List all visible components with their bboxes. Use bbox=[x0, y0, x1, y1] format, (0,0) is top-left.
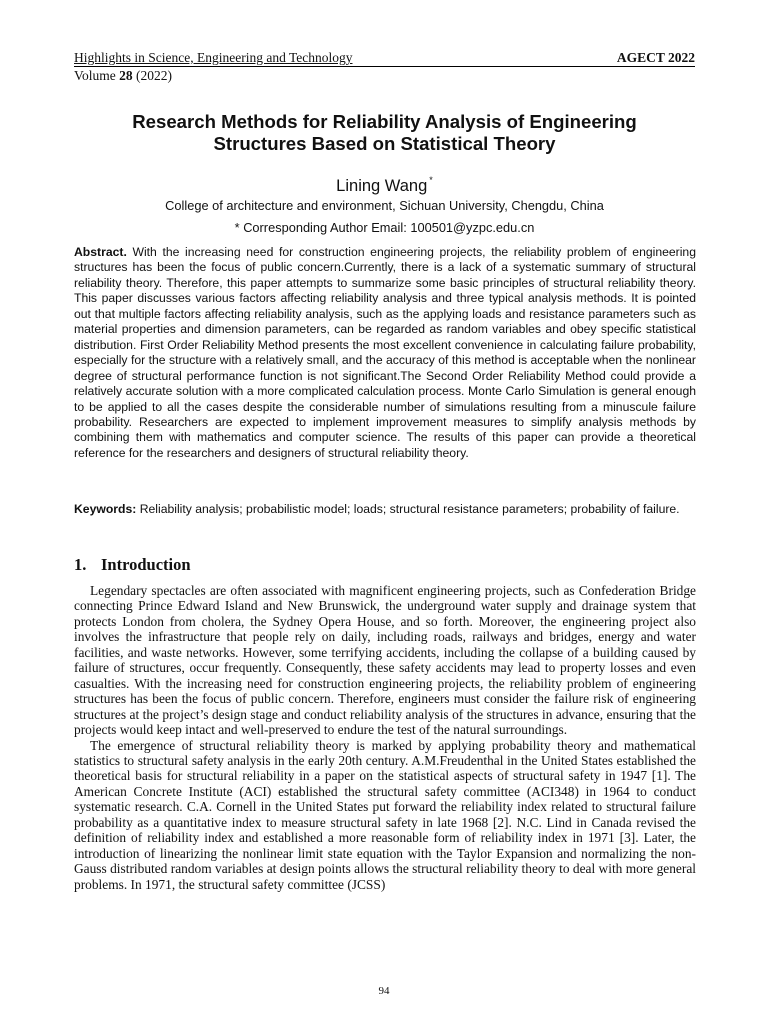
author-marker: * bbox=[429, 175, 433, 185]
corresponding-email: * Corresponding Author Email: 100501@yzpc.edu.cn bbox=[234, 220, 535, 235]
keywords-label: Keywords: bbox=[74, 502, 137, 516]
paper-title bbox=[74, 111, 695, 155]
affiliation: College of architecture and environment, Sichuan University, Chengdu, China bbox=[165, 198, 604, 213]
paragraph: Legendary spectacles are often associated with magnificent engineering projects, such as Confederation Bridge connecting Prince Edward Island and New Brunswick, the underground water supply and drainage system that protects London from cholera, the Sydney Opera House, and so forth. Moreover, the engineering project also involves the infrastructure that people rely on daily, including roads, railways and bridges, energy and water facilities, and waste networks. However, some terrifying accidents, including the collapse of a building caused by failure of structures, occur frequently. Consequently, these safety accidents may lead to property losses and even casualties. With the increasing need for construction engineering projects, the reliability problem of engineering structures has been the focus of public concern. Therefore, engineers must consider the failure risk of engineering structures at the project’s design stage and conduct reliability analysis of the structures in advance, ensuring that the projects would keep intact and well-preserved to endure the test of the natural surroundings. bbox=[74, 583, 696, 738]
author-name: Lining Wang bbox=[336, 177, 428, 195]
section-heading bbox=[74, 555, 191, 575]
volume-number: 28 bbox=[119, 68, 133, 83]
journal-name[interactable]: Highlights in Science, Engineering and Technology bbox=[74, 50, 353, 65]
body-text bbox=[74, 583, 696, 892]
author-line bbox=[74, 170, 695, 196]
title-line-1: Research Methods for Reliability Analysis of Engineering bbox=[132, 111, 637, 132]
abstract bbox=[74, 245, 696, 461]
volume-label: Volume bbox=[74, 68, 120, 83]
abstract-text: With the increasing need for construction engineering projects, the reliability problem of engineering structures has been the focus of public concern.Currently, there is a lack of a systematic summary of structural reliability theory. Therefore, this paper attempts to summarize some basic principles of structural reliability theory. This paper discusses various factors affecting reliability analysis and three typical analysis methods. It is pointed out that multiple factors affecting reliability analysis, such as the applying loads and resistance parameters such as material properties and dimension parameters, can be regarded as random variables and obey specific statistical distribution. First Order Reliability Method presents the most excellent convenience in calculating failure probability, especially for the structure with a relatively small, and the accuracy of this method is acceptable when the nonlinear degree of structural performance function is not significant.The Second Order Reliability Method could provide a relatively accurate solution with a more complicated calculation process. Monte Carlo Simulation is general enough to be applied to all the cases despite the considerable number of simulations resulting from a minuscule failure probability. Researchers are expected to implement improvement measures to simplify analysis methods by combining them with mathematics and computer science. The results of this paper can provide a theoretical reference for the researchers and designers of structural reliability theory. bbox=[74, 245, 696, 460]
page-number: 94 bbox=[378, 985, 390, 997]
volume-year: (2022) bbox=[132, 68, 173, 83]
running-header bbox=[74, 50, 695, 84]
abstract-label: Abstract. bbox=[74, 245, 127, 259]
section-number: 1. bbox=[74, 555, 87, 574]
paragraph: The emergence of structural reliability theory is marked by applying probability theory and mathematical statistics to structural safety analysis in the early 20th century. A.M.Freudenthal in the United States established the theoretical basis for structural reliability in a paper on the statistical aspects of structural safety in 1947 [1]. The American Concrete Institute (ACI) established the structural safety committee (ACI348) in 1964 to conduct systematic research. C.A. Cornell in the United States put forward the reliability index related to structural failure probability as a quantitative index to measure structural safety in late 1968 [2]. N.C. Lind in Canada revised the definition of reliability index and established a more reasonable form of reliability index in 1971 [3]. Later, the introduction of linearizing the nonlinear limit state equation with the Taylor Expansion and normalizing the non-Gauss distributed random variables at design points allows the structural reliability theory to deal with more general problems. In 1971, the structural safety committee (JCSS) bbox=[74, 737, 696, 892]
conference-name: AGECT 2022 bbox=[616, 50, 695, 65]
header-rule bbox=[74, 66, 695, 67]
volume-line bbox=[74, 68, 695, 84]
keywords-text: Reliability analysis; probabilistic model; loads; structural resistance parameters; probability of failure. bbox=[136, 502, 680, 516]
title-line-2: Structures Based on Statistical Theory bbox=[213, 133, 556, 154]
section-title: Introduction bbox=[101, 555, 191, 574]
keywords bbox=[74, 502, 696, 518]
